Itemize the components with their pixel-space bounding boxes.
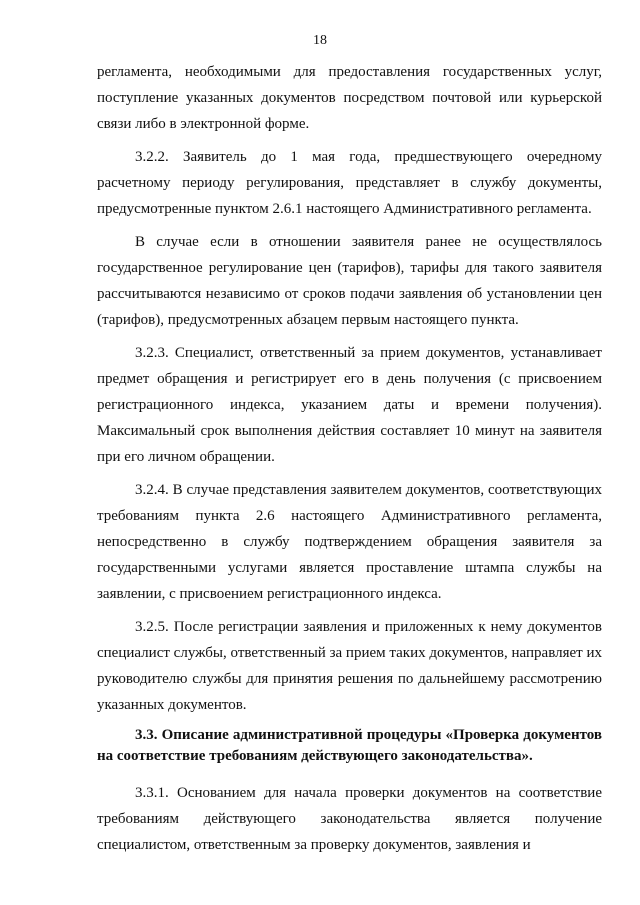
paragraph-3-2-3: 3.2.3. Специалист, ответственный за прием документов, устанавливает предмет обращения и регистрирует его в день получения (с присвоением регистрационного индекса, указанием даты и времени получения). Максимальный срок выполнения действия составляет 10 минут на заявителя при его личном обращении. — [97, 345, 602, 465]
section-heading-3-3: 3.3. Описание административной процедуры «Проверка документов на соответствие требованиям действующего законодательства». — [97, 727, 602, 764]
paragraph-tariff-note: В случае если в отношении заявителя ранее не осуществлялось государственное регулирование цен (тарифов), тарифы для такого заявителя рассчитываются независимо от сроков подачи заявления об установлении цен (тарифов), предусмотренных абзацем первым настоящего пункта. — [97, 234, 602, 328]
paragraph-3-3-1: 3.3.1. Основанием для начала проверки документов на соответствие требованиям действующего законодательства является получение специалистом, ответственным за проверку документов, заявления и — [97, 785, 602, 853]
paragraph-3-2-2: 3.2.2. Заявитель до 1 мая года, предшествующего очередному расчетному периоду регулирования, представляет в службу документы, предусмотренные пунктом 2.6.1 настоящего Административного регламента. — [97, 149, 602, 217]
paragraph-3-2-4: 3.2.4. В случае представления заявителем документов, соответствующих требованиям пункта 2.6 настоящего Административного регламента, непосредственно в службу подтверждением обращения заявителя за государственными услугами является проставление штампа службы на заявлении, с присвоением регистрационного индекса. — [97, 482, 602, 602]
document-body — [97, 59, 602, 865]
paragraph-3-2-5: 3.2.5. После регистрации заявления и приложенных к нему документов специалист службы, ответственный за прием таких документов, направляет их руководителю службы для принятия решения по дальнейшему рассмотрению указанных документов. — [97, 619, 602, 713]
paragraph-continuation: регламента, необходимыми для предоставления государственных услуг, поступление указанных документов посредством почтовой или курьерской связи либо в электронной форме. — [97, 64, 602, 132]
page-number: 18 — [313, 33, 327, 48]
